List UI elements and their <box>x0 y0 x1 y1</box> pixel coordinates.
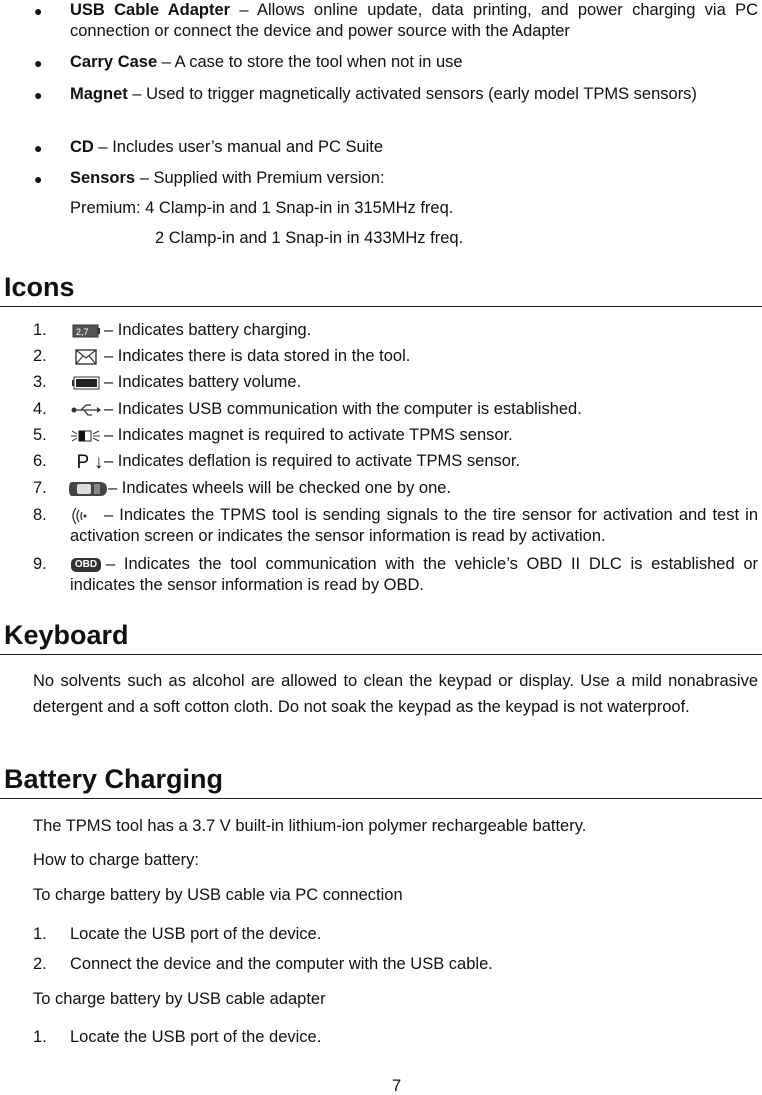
premium-line-1: Premium: 4 Clamp-in and 1 Snap-in in 315MHz freq. <box>70 199 454 217</box>
battery-volume-icon <box>68 374 104 392</box>
desc: – A case to store the tool when not in use <box>157 53 463 71</box>
svg-text:2,7: 2,7 <box>76 327 89 337</box>
item-number: 1. <box>33 321 47 339</box>
item-text: – Indicates deflation is required to activate TPMS sensor. <box>104 452 521 470</box>
bullet-usb-cable-adapter <box>70 0 758 42</box>
keyboard-text: No solvents such as alcohol are allowed to clean the keypad or display. Use a mild nonabrasive detergent and a soft cotton cloth. Do not soak the keypad as the keypad is not waterproof. <box>33 672 758 716</box>
bullet: ● <box>34 87 43 103</box>
desc: – Includes user’s manual and PC Suite <box>93 138 384 156</box>
magnet-icon <box>68 427 104 445</box>
item-text: – Indicates battery charging. <box>104 321 312 339</box>
item-number: 2. <box>33 347 47 365</box>
item-number: 5. <box>33 426 47 444</box>
bullet: ● <box>34 55 43 71</box>
item-number: 3. <box>33 373 47 391</box>
step-text: Locate the USB port of the device. <box>70 925 322 943</box>
page-number: 7 <box>392 1077 402 1095</box>
item-number: 6. <box>33 452 47 470</box>
step-text: Locate the USB port of the device. <box>70 1028 322 1046</box>
item-text: – Indicates battery volume. <box>104 373 302 391</box>
battery-adapter-heading: To charge battery by USB cable adapter <box>33 990 326 1008</box>
item-text: – Indicates the TPMS tool is sending signals to the tire sensor for activation and test in activation screen or indicates the sensor information is read by activation. <box>70 506 758 545</box>
term: CD <box>70 138 94 156</box>
item-number: 9. <box>33 555 47 573</box>
heading-icons: Icons <box>4 272 75 302</box>
obd-label: OBD <box>71 558 101 572</box>
step-number: 2. <box>33 955 47 973</box>
battery-how-to: How to charge battery: <box>33 851 199 869</box>
item-text: – Indicates wheels will be checked one by one. <box>108 479 452 497</box>
step-number: 1. <box>33 925 47 943</box>
envelope-icon <box>68 348 104 366</box>
step-number: 1. <box>33 1028 47 1046</box>
bullet-cd <box>70 137 758 158</box>
term: Magnet <box>70 85 128 103</box>
item-number: 7. <box>33 479 47 497</box>
heading-battery-charging: Battery Charging <box>4 764 224 794</box>
desc: – Allows online update, data printing, and power charging via PC connection or connect the device and power source with the Adapter <box>70 1 758 40</box>
bullet-carry-case <box>70 52 758 73</box>
heading-keyboard: Keyboard <box>4 620 129 650</box>
divider <box>0 306 762 307</box>
term: USB Cable Adapter <box>70 1 231 19</box>
bullet-sensors <box>70 168 758 189</box>
bullet: ● <box>34 171 43 187</box>
battery-pc-heading: To charge battery by USB cable via PC connection <box>33 886 403 904</box>
premium-line-2: 2 Clamp-in and 1 Snap-in in 433MHz freq. <box>155 229 464 247</box>
bullet: ● <box>34 3 43 19</box>
item-text: – Indicates the tool communication with the vehicle’s OBD II DLC is established or indicates the sensor information is read by OBD. <box>70 555 758 594</box>
term: Sensors <box>70 169 136 187</box>
item-text: – Indicates there is data stored in the tool. <box>104 347 411 365</box>
item-text: – Indicates magnet is required to activate TPMS sensor. <box>104 426 513 444</box>
step-text: Connect the device and the computer with the USB cable. <box>70 955 493 973</box>
bullet-magnet <box>70 84 758 105</box>
deflation-icon: P ↓ <box>76 451 104 473</box>
battery-text: The TPMS tool has a 3.7 V built-in lithium-ion polymer rechargeable battery. <box>33 817 587 835</box>
car-icon <box>68 480 108 498</box>
item-number: 8. <box>33 506 47 524</box>
term: Carry Case <box>70 53 158 71</box>
item-text: – Indicates USB communication with the computer is established. <box>104 400 582 418</box>
desc: – Supplied with Premium version: <box>135 169 385 187</box>
desc: – Used to trigger magnetically activated sensors (early model TPMS sensors) <box>127 85 697 103</box>
divider <box>0 798 762 799</box>
usb-icon <box>68 401 104 419</box>
battery-charging-icon <box>68 322 104 340</box>
bullet: ● <box>34 140 43 156</box>
item-number: 4. <box>33 400 47 418</box>
divider <box>0 654 762 655</box>
